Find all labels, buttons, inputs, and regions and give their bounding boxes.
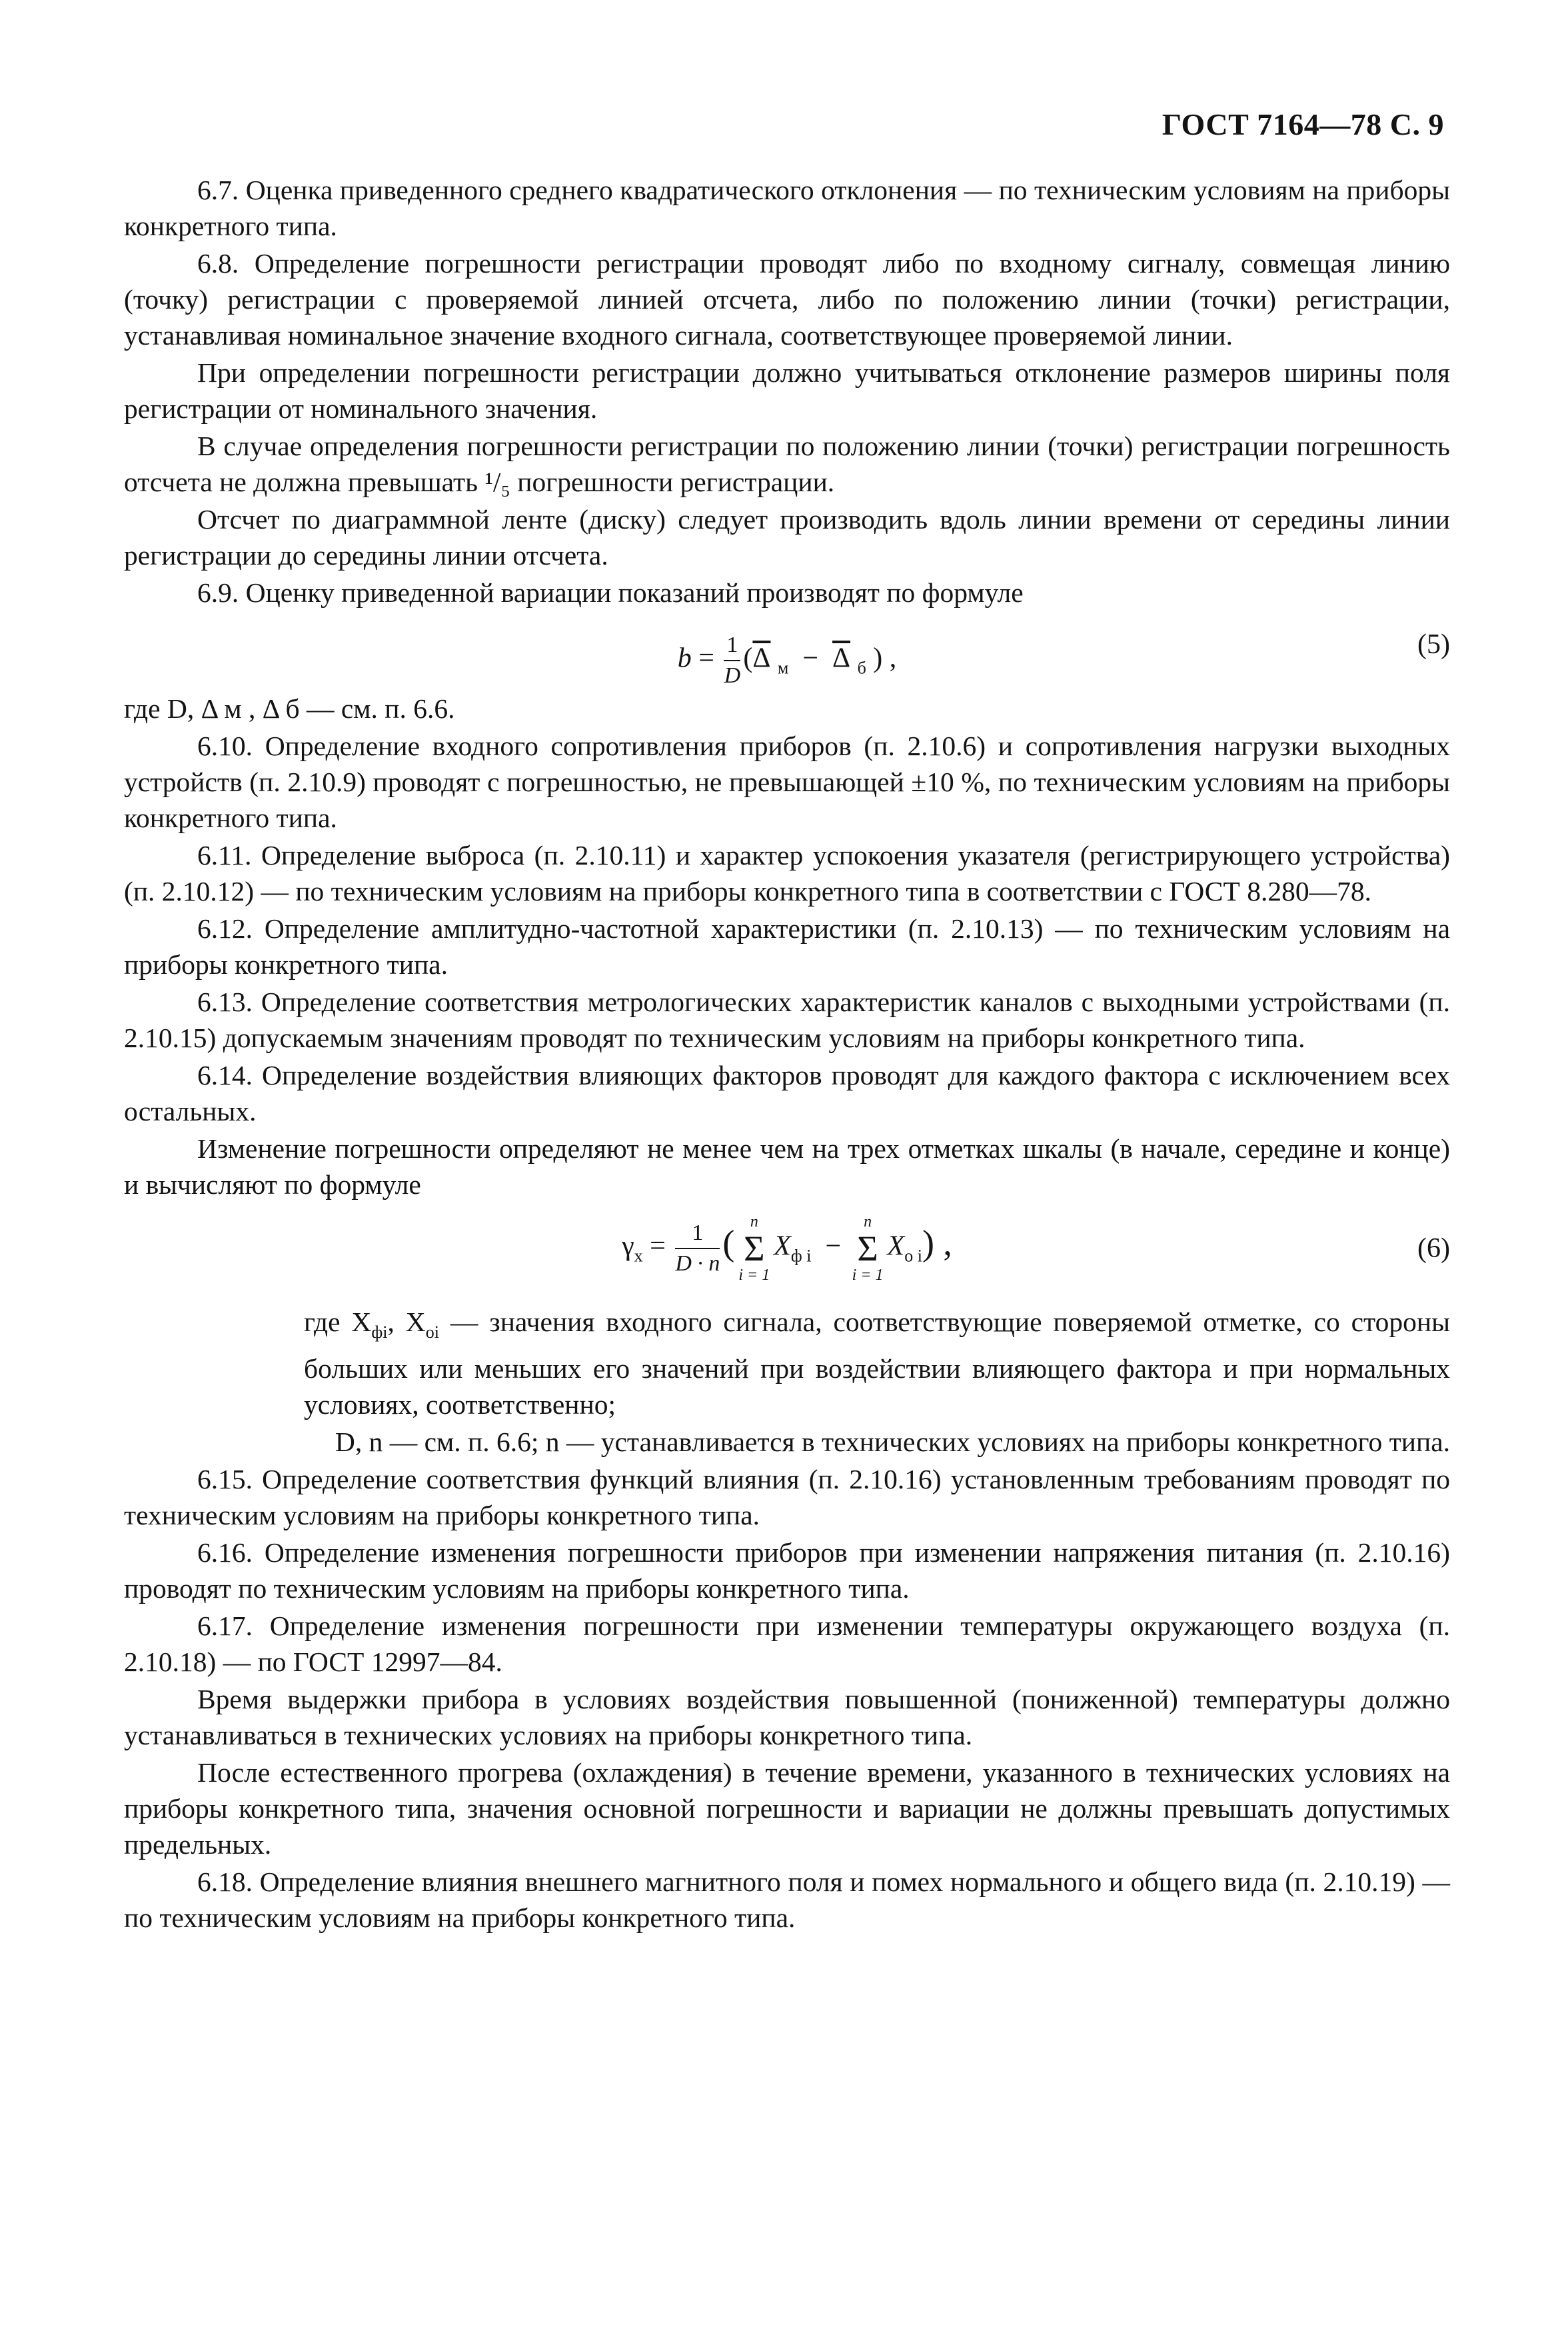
- clause-6-9: 6.9. Оценку приведенной вариации показаний производят по формуле: [197, 577, 1024, 608]
- formula-6-expression: [124, 1213, 1450, 1284]
- formula-6-open-paren: (: [722, 1222, 735, 1263]
- formula-6-sum-1-lower: i = 1: [738, 1266, 770, 1284]
- formula-6-sum-2-upper: n: [864, 1213, 872, 1230]
- formula-5-delta-m: $\overline{\Delta}$: [752, 643, 771, 674]
- formula-5-denominator: D: [724, 663, 741, 688]
- formula-6-x-phi: X: [774, 1230, 791, 1262]
- clause-6-18: 6.18. Определение влияния внешнего магнитного поля и помех нормального и общего вида (п. 2.10.19) — по техническим условиям на приборы конкретного типа.: [124, 1866, 1450, 1933]
- clause-6-8-p3-text-b: погрешности регистрации.: [510, 467, 835, 497]
- formula-5-fraction: [724, 631, 740, 691]
- document-body: [124, 172, 1450, 1937]
- formula-5-minus: −: [802, 643, 819, 674]
- clause-6-7: 6.7. Оценка приведенного среднего квадратического отклонения — по техническим условиям на приборы конкретного типа.: [124, 175, 1450, 241]
- formula-5-equals: =: [698, 643, 714, 674]
- running-header: ГОСТ 7164—78 С. 9: [1162, 107, 1444, 141]
- formula-6: [124, 1204, 1450, 1304]
- formula-6-where-sub-phi: фi: [371, 1322, 388, 1342]
- clause-6-15: 6.15. Определение соответствия функций влияния (п. 2.10.16) установленным требованиям проводят по техническим условиям на приборы конкретного типа.: [124, 1464, 1450, 1530]
- formula-6-denominator: D · n: [675, 1251, 720, 1276]
- clause-6-12: 6.12. Определение амплитудно-частотной характеристики (п. 2.10.13) — по техническим условиям на приборы конкретного типа.: [124, 913, 1450, 980]
- formula-6-x-o: X: [887, 1230, 905, 1262]
- clause-6-8-paragraph-4: Отсчет по диаграммной ленте (диску) следует производить вдоль линии времени от середины линии регистрации до середины линии отсчета.: [124, 504, 1450, 571]
- formula-5-lhs: b: [677, 643, 692, 674]
- formula-5-close-paren: ) ,: [873, 643, 897, 674]
- formula-5-expression: [124, 631, 1450, 691]
- formula-6-sum-2: [852, 1213, 884, 1284]
- formula-5-number: (5): [1417, 629, 1450, 660]
- formula-6-where: [124, 1304, 1450, 1422]
- formula-5-delta-b: $\overline{\Delta}$: [832, 643, 851, 674]
- formula-6-lhs-sub: x: [634, 1246, 643, 1266]
- formula-6-lhs: γ: [622, 1230, 634, 1262]
- formula-5-numerator: 1: [724, 631, 740, 661]
- clause-6-17-paragraph-3: После естественного прогрева (охлаждения) в течение времени, указанного в технических условиях на приборы конкретного типа, значения основной погрешности и вариации не должны превышать допустимых предельных.: [124, 1757, 1450, 1860]
- formula-6-where-2: D, n — см. п. 6.6; n — устанавливается в технических условиях на приборы конкретного типа.: [335, 1426, 1450, 1457]
- formula-6-sigma-1: Σ: [744, 1228, 765, 1268]
- formula-6-number: (6): [1417, 1233, 1450, 1264]
- clause-6-8-paragraph-3: [124, 428, 1450, 500]
- fraction-one-fifth: ¹/₅: [484, 467, 510, 497]
- formula-6-x-phi-sub: ф i: [790, 1246, 812, 1266]
- clause-6-14-paragraph-2: Изменение погрешности определяют не менее чем на трех отметках шкалы (в начале, середине и конце) и вычисляют по формуле: [124, 1133, 1450, 1200]
- formula-6-numerator: 1: [675, 1218, 720, 1249]
- formula-6-fraction: [675, 1218, 720, 1278]
- formula-6-minus: −: [825, 1230, 842, 1262]
- formula-6-sum-1-upper: n: [750, 1213, 758, 1230]
- formula-6-sum-1: [738, 1213, 770, 1284]
- clause-6-17-paragraph-2: Время выдержки прибора в условиях воздействия повышенной (пониженной) температуры должно устанавливаться в технических условиях на приборы конкретного типа.: [124, 1684, 1450, 1750]
- formula-5-sub-m: м: [777, 658, 789, 678]
- formula-6-close-paren: ) ,: [922, 1222, 952, 1263]
- formula-5-where: где D, Δ м , Δ б — см. п. 6.6.: [124, 693, 455, 724]
- clause-6-8-p3-text-a: В случае определения погрешности регистрации по положению линии (точки) регистрации погрешность отсчета не должна превышать: [124, 431, 1450, 497]
- formula-6-sigma-2: Σ: [857, 1228, 878, 1268]
- clause-6-17: 6.17. Определение изменения погрешности при изменении температуры окружающего воздуха (п. 2.10.18) — по ГОСТ 12997—84.: [124, 1610, 1450, 1677]
- formula-5-sub-b: б: [857, 658, 866, 678]
- clause-6-10: 6.10. Определение входного сопротивления приборов (п. 2.10.6) и сопротивления нагрузки выходных устройств (п. 2.10.9) проводят с погрешностью, не превышающей ±10 %, по техническим условиям на приборы конкретного типа.: [124, 731, 1450, 833]
- formula-6-where-comma: , X: [387, 1306, 426, 1337]
- formula-6-where-sub-o: оi: [425, 1322, 439, 1342]
- clause-6-13: 6.13. Определение соответствия метрологических характеристик каналов с выходными устройствами (п. 2.10.15) допускаемым значениям проводят по техническим условиям на приборы конкретного типа.: [124, 987, 1450, 1053]
- clause-6-16: 6.16. Определение изменения погрешности приборов при изменении напряжения питания (п. 2.10.16) проводят по техническим условиям на приборы конкретного типа.: [124, 1537, 1450, 1604]
- formula-6-sum-2-lower: i = 1: [852, 1266, 884, 1284]
- formula-6-where-lead: где X: [304, 1306, 372, 1337]
- formula-6-where-text: — значения входного сигнала, соответствующие поверяемой отметке, со стороны больших или меньших его значений при воздействии влияющего фактора и при нормальных условиях, соответственно;: [304, 1306, 1450, 1420]
- formula-6-x-o-sub: о i: [904, 1246, 922, 1266]
- clause-6-14: 6.14. Определение воздействия влияющих факторов проводят для каждого фактора с исключением всех остальных.: [124, 1060, 1450, 1127]
- clause-6-11: 6.11. Определение выброса (п. 2.10.11) и характер успокоения указателя (регистрирующего устройства) (п. 2.10.12) — по техническим условиям на приборы конкретного типа в соответствии с ГОСТ 8.280—78.: [124, 840, 1450, 907]
- formula-5-open-paren: (: [743, 643, 753, 674]
- formula-5: [124, 612, 1450, 691]
- clause-6-8-paragraph-2: При определении погрешности регистрации должно учитываться отклонение размеров ширины поля регистрации от номинального значения.: [124, 357, 1450, 424]
- formula-6-equals: =: [650, 1230, 666, 1262]
- clause-6-8: 6.8. Определение погрешности регистрации проводят либо по входному сигналу, совмещая линию (точку) регистрации с проверяемой линией отсчета, либо по положению линии (точки) регистрации, устанавливая номинальное значение входного сигнала, соответствующее проверяемой линии.: [124, 248, 1450, 351]
